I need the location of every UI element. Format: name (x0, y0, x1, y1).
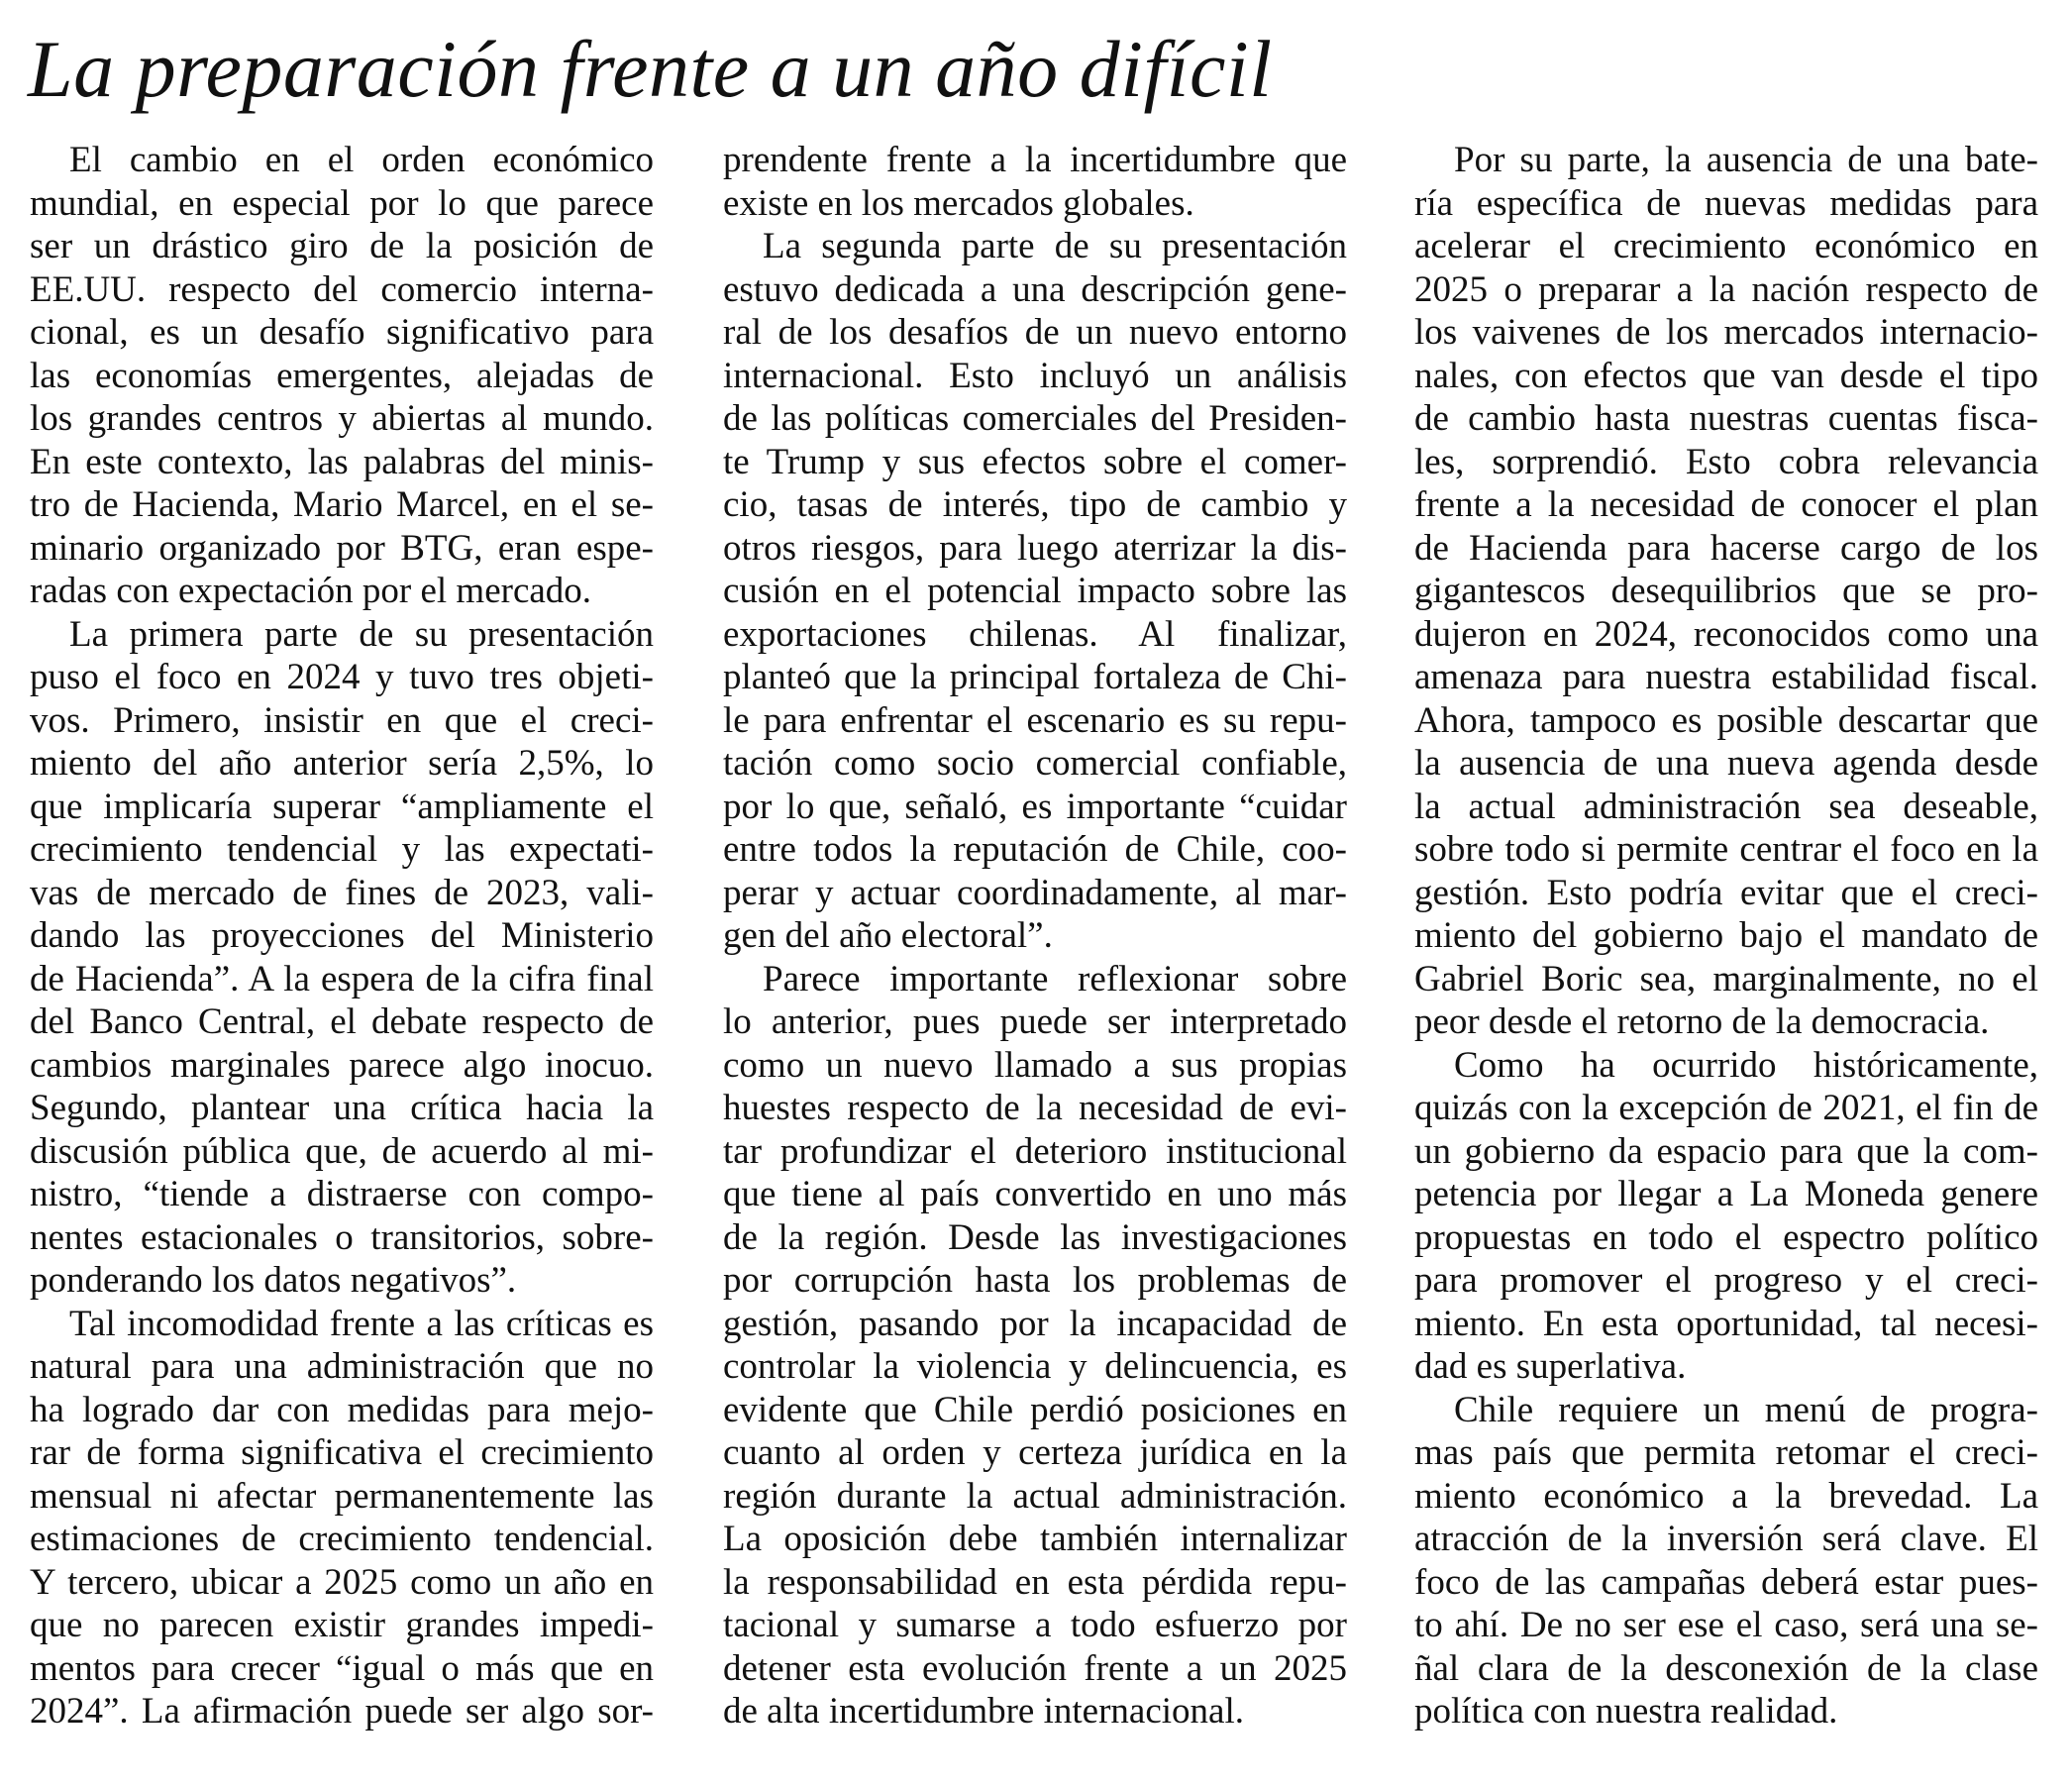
text-line: Parece importante reflexionar sobre (763, 958, 1347, 999)
text-line: Ahora, tampoco es posible descartar que (1414, 699, 2038, 741)
text-line: acelerar el crecimiento económico en (1414, 226, 2038, 266)
text-line: propuestas en todo el espectro político (1414, 1216, 2038, 1258)
text-line: de cambio hasta nuestras cuentas fisca- (1414, 398, 2038, 439)
text-line: que tiene al país convertido en uno más (723, 1174, 1347, 1214)
text-line: En este contexto, las palabras del minis- (30, 441, 654, 482)
text-line: La segunda parte de su presentación (763, 226, 1347, 266)
text-line: para promover el progreso y el creci- (1414, 1260, 2038, 1301)
text-line: perar y actuar coordinadamente, al mar- (723, 872, 1347, 913)
text-line: sobre todo si permite centrar el foco en la (1414, 829, 2038, 870)
text-line: detener esta evolución frente a un 2025 (723, 1647, 1347, 1689)
text-line: de Hacienda para hacerse cargo de los (1414, 527, 2038, 569)
text-line: ral de los desafíos de un nuevo entorno (723, 312, 1347, 353)
text-line: cional, es un desafío significativo para (30, 312, 654, 353)
text-line: cuanto al orden y certeza jurídica en la (723, 1432, 1347, 1473)
text-line: la ausencia de una nueva agenda desde (1414, 743, 2038, 784)
text-line: miento. En esta oportunidad, tal necesi- (1414, 1303, 2038, 1344)
text-line: La oposición debe también internalizar (723, 1519, 1347, 1559)
text-line: las economías emergentes, alejadas de (30, 355, 654, 396)
text-line: prendente frente a la incertidumbre que (723, 140, 1347, 180)
text-line: amenaza para nuestra estabilidad fiscal. (1414, 657, 2038, 697)
text-line: cio, tasas de interés, tipo de cambio y (723, 484, 1347, 525)
article-column-2 (723, 139, 1347, 1734)
text-line: gen del año electoral”. (723, 915, 1053, 956)
text-line: to ahí. De no ser ese el caso, será una se- (1414, 1605, 2038, 1645)
text-line: huestes respecto de la necesidad de evi- (723, 1088, 1347, 1128)
text-line: por lo que, señaló, es importante “cuidar (723, 786, 1347, 827)
text-line: ser un drástico giro de la posición de (30, 226, 654, 266)
text-line: quizás con la excepción de 2021, el fin de (1414, 1088, 2038, 1128)
text-line: como un nuevo llamado a sus propias (723, 1044, 1347, 1086)
text-line: del Banco Central, el debate respecto de (30, 1001, 654, 1042)
text-line: El cambio en el orden económico (69, 140, 654, 180)
text-line: te Trump y sus efectos sobre el comer- (723, 441, 1347, 482)
text-line: lo anterior, pues puede ser interpretado (723, 1001, 1347, 1042)
text-line: mundial, en especial por lo que parece (30, 182, 654, 224)
text-line: ñal clara de la desconexión de la clase (1414, 1647, 2038, 1689)
text-line: Como ha ocurrido históricamente, (1454, 1044, 2038, 1086)
text-line: minario organizado por BTG, eran espe- (30, 527, 654, 569)
article-column-1 (30, 139, 654, 1734)
text-line: por corrupción hasta los problemas de (723, 1260, 1347, 1301)
text-line: vas de mercado de fines de 2023, vali- (30, 872, 654, 913)
text-line: le para enfrentar el escenario es su repu- (723, 699, 1347, 741)
text-line: nentes estacionales o transitorios, sobre- (30, 1216, 654, 1258)
text-line: Por su parte, la ausencia de una bate- (1454, 140, 2038, 180)
text-line: Gabriel Boric sea, marginalmente, no el (1414, 958, 2038, 999)
text-line: tación como socio comercial confiable, (723, 743, 1347, 784)
article-headline: La preparación frente a un año difícil (28, 24, 1273, 114)
text-line: internacional. Esto incluyó un análisis (723, 355, 1347, 396)
text-line: foco de las campañas deberá estar pues- (1414, 1561, 2038, 1603)
text-line: frente a la necesidad de conocer el plan (1414, 484, 2038, 525)
text-line: planteó que la principal fortaleza de Chi- (723, 657, 1347, 697)
text-line: gestión. Esto podría evitar que el creci- (1414, 872, 2038, 913)
text-line: entre todos la reputación de Chile, coo- (723, 829, 1347, 870)
text-line: nales, con efectos que van desde el tipo (1414, 355, 2038, 396)
text-line: que no parecen existir grandes impedi- (30, 1605, 654, 1645)
text-line: ha logrado dar con medidas para mejo- (30, 1389, 654, 1430)
text-line: petencia por llegar a La Moneda genere (1414, 1174, 2038, 1214)
text-line: que implicaría superar “ampliamente el (30, 786, 654, 827)
text-line: ría específica de nuevas medidas para (1414, 182, 2038, 224)
text-line: 2024”. La afirmación puede ser algo sor- (30, 1691, 654, 1732)
text-line: evidente que Chile perdió posiciones en (723, 1389, 1347, 1430)
text-line: política con nuestra realidad. (1414, 1691, 1838, 1732)
text-line: mentos para crecer “igual o más que en (30, 1647, 654, 1689)
text-line: dando las proyecciones del Ministerio (30, 915, 654, 956)
text-line: ponderando los datos negativos”. (30, 1260, 517, 1301)
text-line: la responsabilidad en esta pérdida repu- (723, 1561, 1347, 1603)
text-line: exportaciones chilenas. Al finalizar, (723, 613, 1347, 655)
text-line: les, sorprendió. Esto cobra relevancia (1414, 441, 2038, 482)
text-line: natural para una administración que no (30, 1346, 654, 1387)
text-line: puso el foco en 2024 y tuvo tres objeti- (30, 657, 654, 697)
text-line: dujeron en 2024, reconocidos como una (1414, 613, 2038, 655)
text-line: existe en los mercados globales. (723, 182, 1194, 224)
text-line: gestión, pasando por la incapacidad de (723, 1303, 1347, 1344)
text-line: Tal incomodidad frente a las críticas es (69, 1303, 654, 1344)
text-line: un gobierno da espacio para que la com- (1414, 1130, 2038, 1172)
text-line: gigantescos desequilibrios que se pro- (1414, 571, 2038, 611)
text-line: atracción de la inversión será clave. El (1414, 1519, 2038, 1559)
text-line: vos. Primero, insistir en que el creci- (30, 699, 654, 741)
text-line: miento económico a la brevedad. La (1414, 1475, 2038, 1517)
text-line: región durante la actual administración. (723, 1475, 1347, 1517)
text-line: nistro, “tiende a distraerse con compo- (30, 1174, 654, 1214)
text-line: de la región. Desde las investigaciones (723, 1216, 1347, 1258)
text-line: estimaciones de crecimiento tendencial. (30, 1519, 654, 1559)
text-line: de las políticas comerciales del Presiden- (723, 398, 1347, 439)
text-line: EE.UU. respecto del comercio interna- (30, 268, 654, 310)
text-line: 2025 o preparar a la nación respecto de (1414, 268, 2038, 310)
text-line: tro de Hacienda, Mario Marcel, en el se- (30, 484, 654, 525)
text-line: estuvo dedicada a una descripción gene- (723, 268, 1347, 310)
text-line: tar profundizar el deterioro institucional (723, 1130, 1347, 1172)
text-line: rar de forma significativa el crecimiento (30, 1432, 654, 1473)
article-column-3 (1414, 139, 2038, 1734)
text-line: los grandes centros y abiertas al mundo. (30, 398, 654, 439)
text-line: controlar la violencia y delincuencia, es (723, 1346, 1347, 1387)
text-line: otros riesgos, para luego aterrizar la dis- (723, 527, 1347, 569)
text-line: radas con expectación por el mercado. (30, 571, 592, 611)
text-line: cambios marginales parece algo inocuo. (30, 1044, 654, 1086)
text-line: Chile requiere un menú de progra- (1454, 1389, 2038, 1430)
text-line: mas país que permita retomar el creci- (1414, 1432, 2038, 1473)
text-line: la actual administración sea deseable, (1414, 786, 2038, 827)
text-line: Y tercero, ubicar a 2025 como un año en (30, 1561, 654, 1603)
text-line: discusión pública que, de acuerdo al mi- (30, 1130, 654, 1172)
text-line: tacional y sumarse a todo esfuerzo por (723, 1605, 1347, 1645)
text-line: de Hacienda”. A la espera de la cifra final (30, 958, 654, 999)
text-line: Segundo, plantear una crítica hacia la (30, 1088, 654, 1128)
text-line: crecimiento tendencial y las expectati- (30, 829, 654, 870)
text-line: cusión en el potencial impacto sobre las (723, 571, 1347, 611)
text-line: dad es superlativa. (1414, 1346, 1687, 1387)
text-line: La primera parte de su presentación (69, 613, 654, 655)
text-line: peor desde el retorno de la democracia. (1414, 1001, 1990, 1042)
text-line: de alta incertidumbre internacional. (723, 1691, 1244, 1732)
text-line: miento del gobierno bajo el mandato de (1414, 915, 2038, 956)
text-line: mensual ni afectar permanentemente las (30, 1475, 654, 1517)
cropped-previous-article-text (30, 0, 2050, 8)
text-line: miento del año anterior sería 2,5%, lo (30, 743, 654, 784)
text-line: los vaivenes de los mercados internacio- (1414, 312, 2038, 353)
